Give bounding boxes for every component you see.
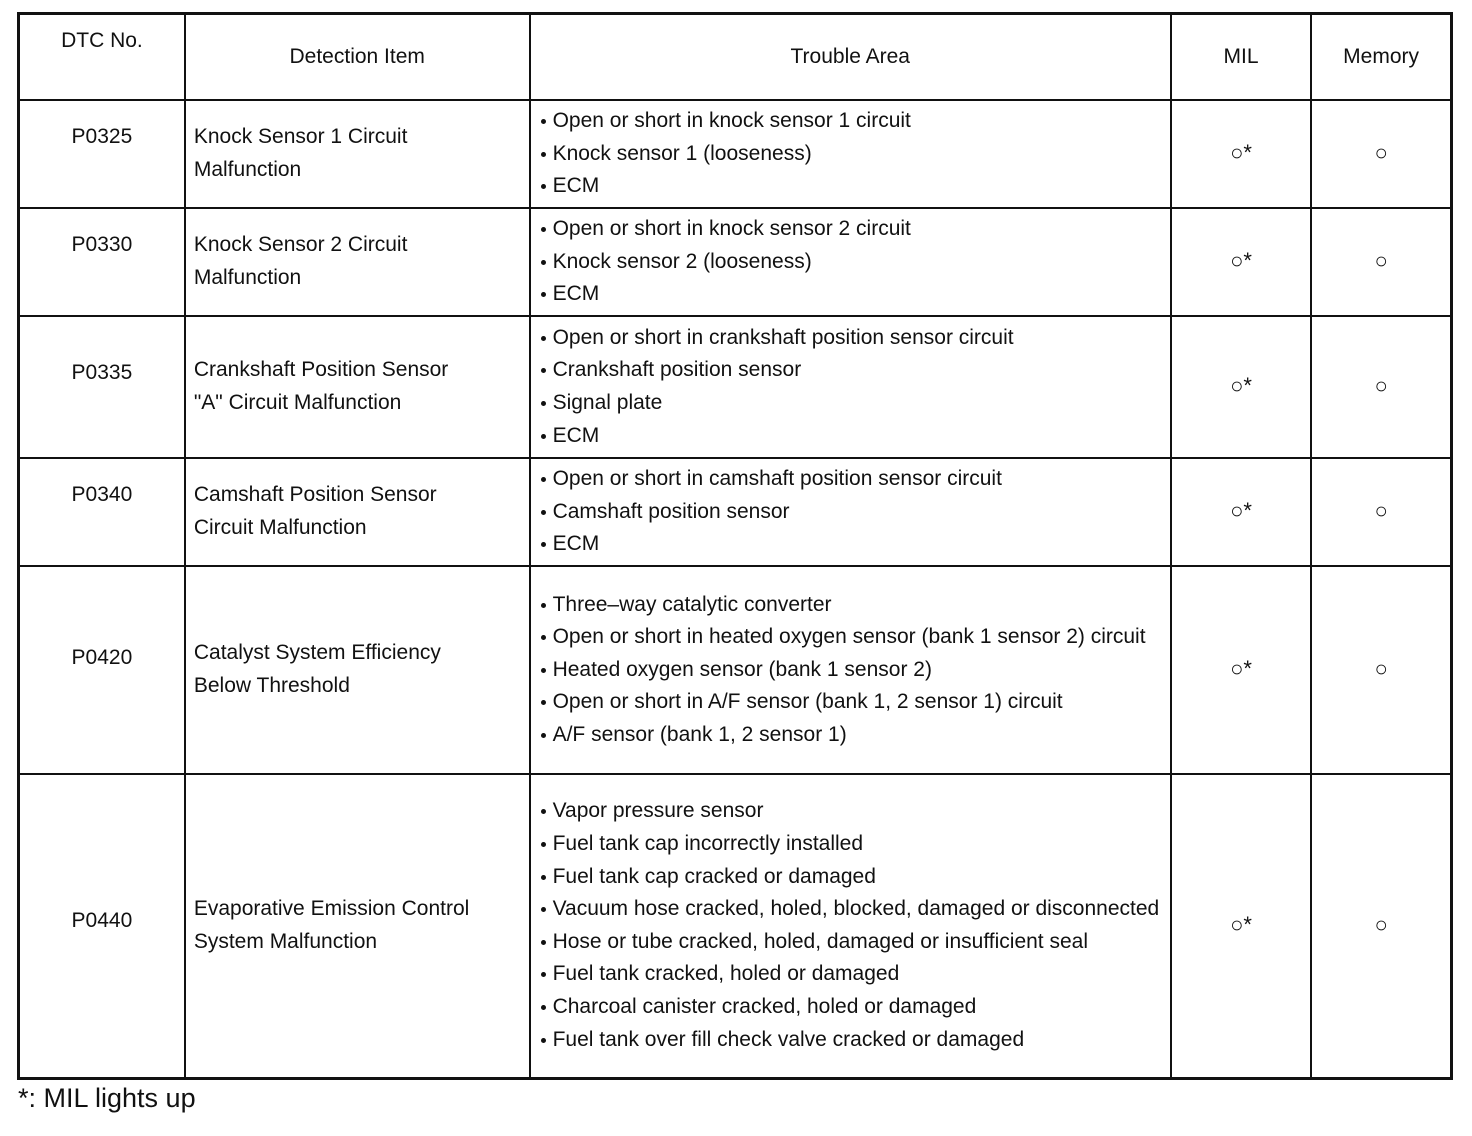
detection-item-line: Knock Sensor 1 Circuit — [193, 125, 408, 149]
table-body — [19, 100, 1452, 1078]
memory-cell — [1311, 316, 1451, 458]
memory-indicator: ○ — [1374, 248, 1388, 274]
header-dtc-no: DTC No. — [19, 14, 185, 101]
trouble-area-list — [539, 105, 1170, 203]
mil-indicator: ○* — [1230, 498, 1252, 524]
trouble-area-item: Hose or tube cracked, holed, damaged or insufficient seal — [539, 926, 1170, 959]
trouble-area-item: Vacuum hose cracked, holed, blocked, damaged or disconnected — [539, 893, 1170, 926]
trouble-area-item: Knock sensor 1 (looseness) — [539, 138, 1170, 171]
table-row — [19, 100, 1452, 208]
detection-item-line: Camshaft Position Sensor — [193, 483, 437, 507]
detection-item-line: Malfunction — [193, 266, 302, 289]
detection-item-line: "A" Circuit Malfunction — [193, 391, 402, 414]
detection-item-cell — [185, 458, 530, 566]
footnote: *: MIL lights up — [18, 1083, 196, 1113]
dtc-code: P0325 — [71, 125, 133, 148]
trouble-area-cell — [530, 100, 1171, 208]
header-trouble-area: Trouble Area — [530, 14, 1171, 101]
dtc-table — [17, 12, 1453, 1080]
memory-indicator: ○ — [1374, 656, 1388, 682]
detection-item-line: Catalyst System Efficiency — [193, 641, 441, 665]
trouble-area-item: Charcoal canister cracked, holed or damaged — [539, 991, 1170, 1024]
mil-cell — [1171, 316, 1311, 458]
trouble-area-item: Open or short in heated oxygen sensor (bank 1 sensor 2) circuit — [539, 621, 1170, 654]
trouble-area-item: ECM — [539, 420, 1170, 453]
trouble-area-item: Crankshaft position sensor — [539, 354, 1170, 387]
mil-cell — [1171, 566, 1311, 774]
detection-item-line: Malfunction — [193, 158, 302, 181]
detection-item-cell — [185, 566, 530, 774]
mil-cell — [1171, 100, 1311, 208]
memory-cell — [1311, 100, 1451, 208]
mil-cell — [1171, 458, 1311, 566]
trouble-area-item: Camshaft position sensor — [539, 496, 1170, 529]
trouble-area-list — [539, 795, 1170, 1056]
detection-item-line: Evaporative Emission Control — [193, 897, 470, 921]
trouble-area-item: ECM — [539, 528, 1170, 561]
detection-item-cell — [185, 316, 530, 458]
mil-indicator: ○* — [1230, 373, 1252, 399]
detection-item-cell — [185, 774, 530, 1078]
dtc-code-cell — [19, 316, 185, 458]
trouble-area-list — [539, 322, 1170, 452]
detection-item-cell — [185, 208, 530, 316]
trouble-area-cell — [530, 458, 1171, 566]
header-memory: Memory — [1311, 14, 1451, 101]
trouble-area-item: Fuel tank over fill check valve cracked or damaged — [539, 1024, 1170, 1057]
trouble-area-list — [539, 463, 1170, 561]
memory-cell — [1311, 458, 1451, 566]
mil-cell — [1171, 774, 1311, 1078]
trouble-area-item: Open or short in crankshaft position sensor circuit — [539, 322, 1170, 355]
mil-indicator: ○* — [1230, 656, 1252, 682]
trouble-area-item: Open or short in knock sensor 1 circuit — [539, 105, 1170, 138]
trouble-area-item: Heated oxygen sensor (bank 1 sensor 2) — [539, 654, 1170, 687]
table-row — [19, 566, 1452, 774]
detection-item-line: Knock Sensor 2 Circuit — [193, 233, 408, 257]
trouble-area-item: Three–way catalytic converter — [539, 589, 1170, 622]
trouble-area-list — [539, 589, 1170, 752]
dtc-code-cell — [19, 100, 185, 208]
detection-item-line: Below Threshold — [193, 674, 350, 697]
trouble-area-cell — [530, 208, 1171, 316]
header-mil: MIL — [1171, 14, 1311, 101]
trouble-area-item: A/F sensor (bank 1, 2 sensor 1) — [539, 719, 1170, 752]
memory-cell — [1311, 208, 1451, 316]
table-row — [19, 458, 1452, 566]
detection-item-line: System Malfunction — [193, 929, 378, 953]
trouble-area-item: Open or short in A/F sensor (bank 1, 2 sensor 1) circuit — [539, 686, 1170, 719]
dtc-code: P0335 — [71, 361, 133, 384]
trouble-area-item: ECM — [539, 278, 1170, 311]
dtc-code: P0440 — [71, 909, 133, 932]
dtc-code: P0330 — [71, 233, 133, 256]
dtc-code-cell — [19, 774, 185, 1078]
trouble-area-item: Open or short in camshaft position sensor circuit — [539, 463, 1170, 496]
table-row — [19, 208, 1452, 316]
detection-item-cell — [185, 100, 530, 208]
trouble-area-cell — [530, 316, 1171, 458]
trouble-area-item: Vapor pressure sensor — [539, 795, 1170, 828]
trouble-area-item: Open or short in knock sensor 2 circuit — [539, 213, 1170, 246]
table-row — [19, 316, 1452, 458]
mil-indicator: ○* — [1230, 140, 1252, 166]
memory-cell — [1311, 774, 1451, 1078]
memory-indicator: ○ — [1374, 373, 1388, 399]
trouble-area-item: ECM — [539, 170, 1170, 203]
dtc-code-cell — [19, 458, 185, 566]
trouble-area-item: Fuel tank cracked, holed or damaged — [539, 958, 1170, 991]
detection-item-line: Crankshaft Position Sensor — [193, 358, 449, 382]
trouble-area-item: Fuel tank cap incorrectly installed — [539, 828, 1170, 861]
table-row — [19, 774, 1452, 1078]
dtc-code-cell — [19, 208, 185, 316]
memory-indicator: ○ — [1374, 911, 1388, 937]
dtc-code-cell — [19, 566, 185, 774]
trouble-area-cell — [530, 774, 1171, 1078]
header-detection-item: Detection Item — [185, 14, 530, 101]
trouble-area-item: Fuel tank cap cracked or damaged — [539, 861, 1170, 894]
dtc-code: P0420 — [71, 646, 133, 669]
trouble-area-item: Knock sensor 2 (looseness) — [539, 246, 1170, 279]
memory-indicator: ○ — [1374, 140, 1388, 166]
memory-cell — [1311, 566, 1451, 774]
dtc-code: P0340 — [71, 483, 133, 506]
header-row — [19, 14, 1452, 101]
mil-indicator: ○* — [1230, 248, 1252, 274]
memory-indicator: ○ — [1374, 498, 1388, 524]
mil-indicator: ○* — [1230, 911, 1252, 937]
trouble-area-item: Signal plate — [539, 387, 1170, 420]
mil-cell — [1171, 208, 1311, 316]
trouble-area-list — [539, 213, 1170, 311]
detection-item-line: Circuit Malfunction — [193, 516, 367, 539]
trouble-area-cell — [530, 566, 1171, 774]
